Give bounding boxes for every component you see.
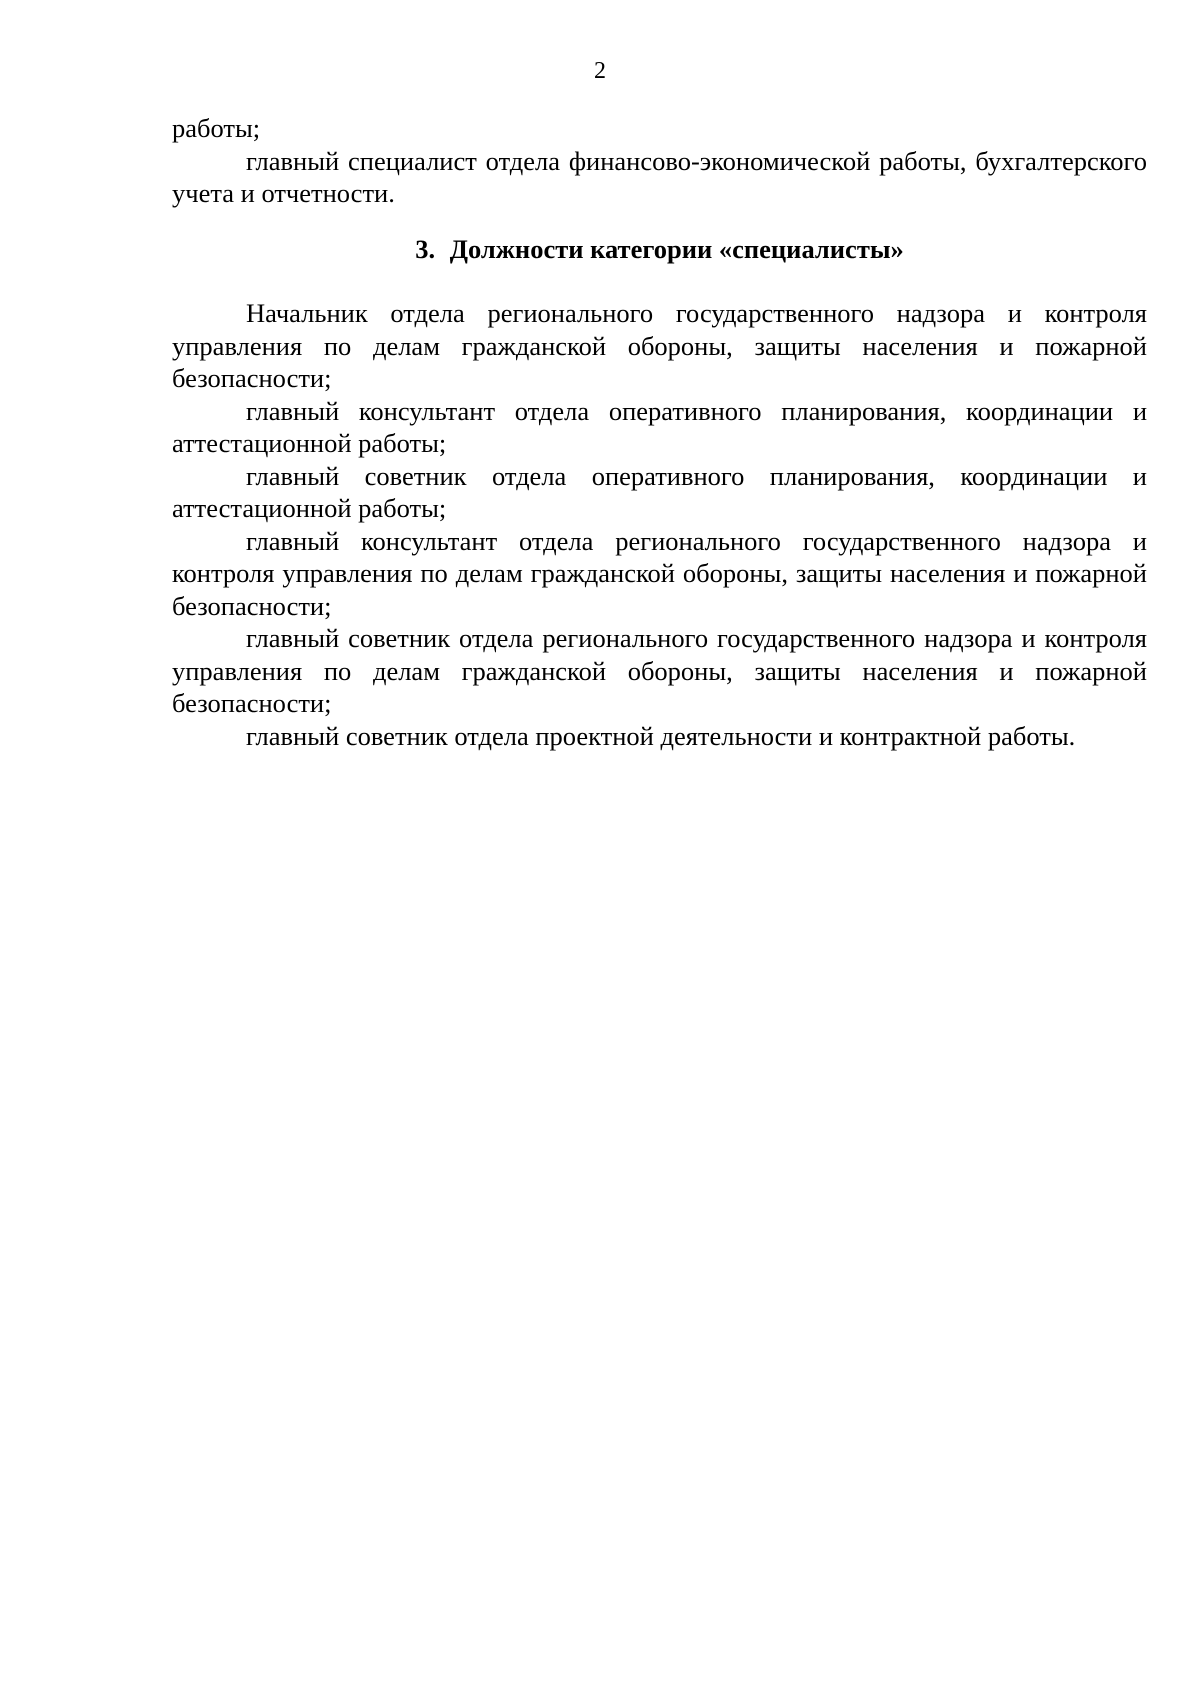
section-number: 3.	[415, 233, 436, 264]
position-item: главный советник отдела оперативного планирования, координации и аттестационной работы;	[172, 460, 1147, 523]
section-title: Должности категории «специалисты»	[449, 233, 904, 264]
position-item: главный специалист отдела финансово-экономической работы, бухгалтерского учета и отчетности.	[172, 145, 1147, 208]
position-item: главный советник отдела регионального государственного надзора и контроля управления по делам гражданской обороны, защиты населения и пожарной безопасности;	[172, 623, 1147, 718]
document-body	[172, 112, 1147, 752]
section-heading	[172, 233, 1147, 266]
position-item: главный консультант отдела оперативного планирования, координации и аттестационной работы;	[172, 395, 1147, 458]
position-item: Начальник отдела регионального государственного надзора и контроля управления по делам гражданской обороны, защиты населения и пожарной безопасности;	[172, 298, 1147, 393]
continuation-line: работы;	[172, 113, 261, 143]
position-item: главный консультант отдела регионального государственного надзора и контроля управления по делам гражданской обороны, защиты населения и пожарной безопасности;	[172, 525, 1147, 621]
position-item: главный советник отдела проектной деятельности и контрактной работы.	[246, 720, 1076, 751]
page-number: 2	[594, 58, 606, 84]
